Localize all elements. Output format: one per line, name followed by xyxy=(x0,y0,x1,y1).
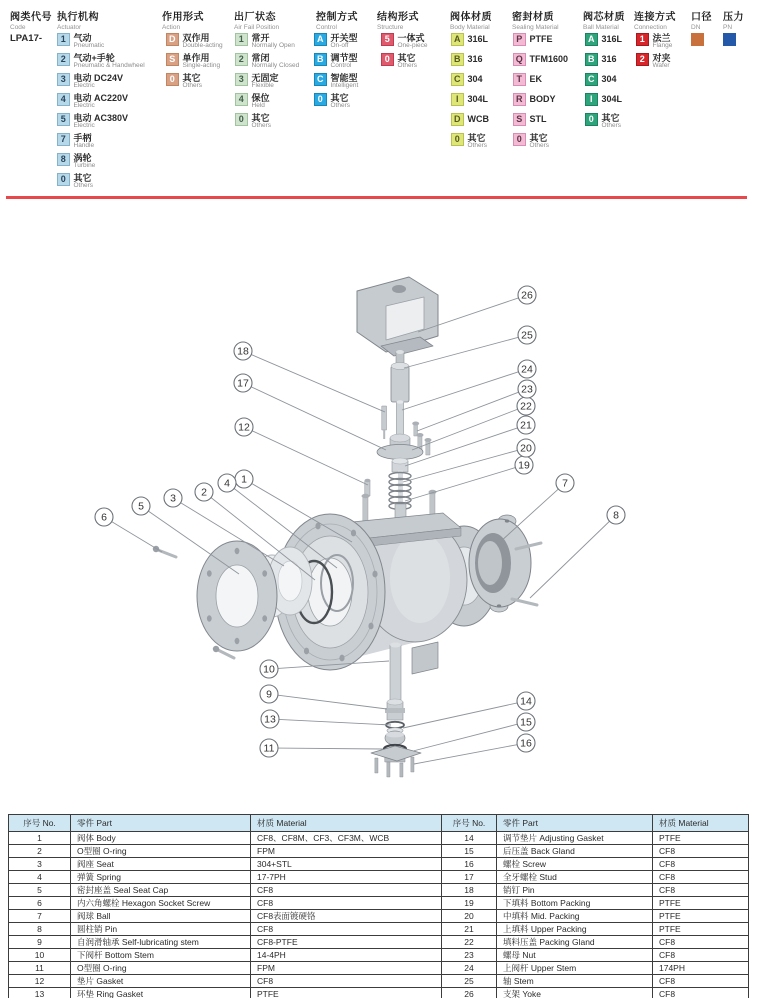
label-zh: 双作用 xyxy=(182,33,210,43)
callout-13 xyxy=(261,710,391,728)
callout-18 xyxy=(234,342,385,412)
air-fail-position-code-box: 2 xyxy=(235,53,248,66)
svg-text:24: 24 xyxy=(521,363,533,376)
seal-seat-cap-5 xyxy=(197,541,277,651)
label-zh: 304 xyxy=(467,74,483,84)
part-name: 弹簧 Spring xyxy=(71,871,251,884)
svg-text:12: 12 xyxy=(238,421,250,434)
table-row xyxy=(9,923,749,936)
label-zh: 保位 xyxy=(251,93,270,103)
control-code-box: 0 xyxy=(314,93,327,106)
part-name: 阀体 Body xyxy=(71,832,251,845)
sealing-material-header-en: Sealing Material xyxy=(512,24,559,31)
label-zh: 其它 xyxy=(529,133,548,143)
stem-collar xyxy=(385,731,405,745)
label-zh: 单作用 xyxy=(182,53,210,63)
part-no: 13 xyxy=(9,988,71,998)
label-zh: EK xyxy=(529,74,543,84)
parts-table xyxy=(8,814,749,998)
part-material: CF8 xyxy=(653,884,749,897)
part-no: 4 xyxy=(9,871,71,884)
part-no: 12 xyxy=(9,975,71,988)
code-header-zh: 阀类代号 xyxy=(10,12,52,23)
part-no: 2 xyxy=(9,845,71,858)
table-row xyxy=(9,962,749,975)
control-header-zh: 控制方式 xyxy=(316,12,358,23)
part-no: 20 xyxy=(442,910,497,923)
code-value: LPA17- xyxy=(10,33,43,44)
part-material: FPM xyxy=(251,845,442,858)
part-no: 24 xyxy=(442,962,497,975)
ball-material-header-en: Ball Material xyxy=(583,24,619,31)
table-row xyxy=(9,884,749,897)
spring-19-20 xyxy=(389,470,411,510)
body-material-code-box: C xyxy=(451,73,464,86)
part-material: 304+STL xyxy=(251,858,442,871)
table-row xyxy=(9,871,749,884)
svg-text:21: 21 xyxy=(520,419,532,432)
label-en: One-piece xyxy=(397,42,428,50)
part-name: 螺栓 Screw xyxy=(497,858,653,871)
callout-7 xyxy=(500,474,574,542)
label-en: Others xyxy=(467,142,488,150)
part-material: PTFE xyxy=(653,923,749,936)
label-zh: 涡轮 xyxy=(73,153,92,163)
svg-text:1: 1 xyxy=(241,473,247,486)
callout-9 xyxy=(260,685,387,709)
label-en: Normally Open xyxy=(251,42,295,50)
label-zh: PTFE xyxy=(529,34,553,44)
part-name: 环垫 Ring Gasket xyxy=(71,988,251,998)
part-material: CF8 xyxy=(653,975,749,988)
part-no: 17 xyxy=(442,871,497,884)
label-zh: 气动+手轮 xyxy=(73,53,115,63)
part-name: 销钉 Pin xyxy=(497,884,653,897)
label-zh: 其它 xyxy=(182,73,201,83)
bushing-9 xyxy=(385,699,405,720)
table-row xyxy=(9,949,749,962)
part-material: CF8 xyxy=(653,858,749,871)
label-zh: STL xyxy=(529,114,547,124)
label-en: Wafer xyxy=(652,62,670,70)
part-material: CF8 xyxy=(653,845,749,858)
part-no: 15 xyxy=(442,845,497,858)
label-zh: 气动 xyxy=(73,33,92,43)
part-name: O型圈 O-ring xyxy=(71,845,251,858)
callout-11 xyxy=(260,739,383,757)
table-row xyxy=(9,988,749,998)
label-zh: 法兰 xyxy=(652,33,671,43)
label-en: Turbine xyxy=(73,162,96,170)
part-material: PTFE xyxy=(653,832,749,845)
part-material: CF8、CF8M、CF3、CF3M、WCB xyxy=(251,832,442,845)
callout-19 xyxy=(405,456,533,501)
ball-material-code-box: B xyxy=(585,53,598,66)
part-name: 下阀杆 Bottom Stem xyxy=(71,949,251,962)
label-zh: 电动 AC380V xyxy=(73,113,129,123)
actuator-code-box: 3 xyxy=(57,73,70,86)
part-material: CF8 xyxy=(251,923,442,936)
body-material-code-box: B xyxy=(451,53,464,66)
label-en: Electric xyxy=(73,122,95,130)
label-zh: 316L xyxy=(601,34,623,44)
control-code-box: C xyxy=(314,73,327,86)
label-zh: 其它 xyxy=(251,113,270,123)
label-zh: 316 xyxy=(601,54,617,64)
connection-header-zh: 连接方式 xyxy=(634,12,676,23)
callout-8 xyxy=(530,506,625,598)
label-en: Others xyxy=(182,82,203,90)
part-name: 内六角螺栓 Hexagon Socket Screw xyxy=(71,897,251,910)
svg-text:5: 5 xyxy=(138,500,144,513)
part-name: 圆柱销 Pin xyxy=(71,923,251,936)
part-name: 支架 Yoke xyxy=(497,988,653,998)
ball-material-code-box: A xyxy=(585,33,598,46)
bottom-stem-10 xyxy=(390,643,401,701)
svg-text:17: 17 xyxy=(237,377,249,390)
table-row xyxy=(9,832,749,845)
air-fail-position-code-box: 3 xyxy=(235,73,248,86)
body-material-header-en: Body Material xyxy=(450,24,490,31)
svg-text:15: 15 xyxy=(520,716,532,729)
header-part-left: 零件 Part xyxy=(71,815,251,832)
sealing-material-code-box: 0 xyxy=(513,133,526,146)
part-material: CF8 xyxy=(251,884,442,897)
label-zh: 其它 xyxy=(330,93,349,103)
label-zh: 开关型 xyxy=(330,33,358,43)
sealing-material-code-box: P xyxy=(513,33,526,46)
body-material-code-box: D xyxy=(451,113,464,126)
parts-table-header-row xyxy=(9,815,749,832)
label-en: Pneumatic xyxy=(73,42,105,50)
label-en: Normally Closed xyxy=(251,62,300,70)
label-en: Intelligent xyxy=(330,82,359,90)
part-material: CF8 xyxy=(653,988,749,998)
callout-12 xyxy=(235,418,368,485)
svg-text:20: 20 xyxy=(520,442,532,455)
pn-header-en: PN xyxy=(723,24,733,31)
actuator-code-box: 4 xyxy=(57,93,70,106)
part-material: PTFE xyxy=(653,910,749,923)
label-zh: 电动 DC24V xyxy=(73,73,124,83)
part-no: 19 xyxy=(442,897,497,910)
action-code-box: D xyxy=(166,33,179,46)
svg-text:14: 14 xyxy=(520,695,532,708)
label-zh: 一体式 xyxy=(397,33,425,43)
ball-material-code-box: I xyxy=(585,93,598,106)
label-en: Control xyxy=(330,62,352,70)
header-material-right: 材质 Material xyxy=(653,815,749,832)
callout-17 xyxy=(234,374,386,450)
body-material-code-box: I xyxy=(451,93,464,106)
svg-text:11: 11 xyxy=(263,742,275,755)
actuator-header-zh: 执行机构 xyxy=(57,12,99,23)
label-en: Held xyxy=(251,102,265,110)
label-zh: 其它 xyxy=(467,133,486,143)
ball-material-code-box: 0 xyxy=(585,113,598,126)
structure-header-zh: 结构形式 xyxy=(377,12,419,23)
table-row xyxy=(9,936,749,949)
actuator-code-box: 8 xyxy=(57,153,70,166)
actuator-code-box: 1 xyxy=(57,33,70,46)
part-no: 23 xyxy=(442,949,497,962)
label-zh: WCB xyxy=(467,114,489,124)
part-name: 全牙螺栓 Stud xyxy=(497,871,653,884)
yoke-26 xyxy=(357,277,438,356)
label-zh: 其它 xyxy=(397,53,416,63)
air-fail-position-code-box: 1 xyxy=(235,33,248,46)
sealing-material-header-zh: 密封材质 xyxy=(512,12,554,23)
part-no: 9 xyxy=(9,936,71,949)
label-en: Flange xyxy=(652,42,673,50)
part-no: 16 xyxy=(442,858,497,871)
callout-22 xyxy=(412,397,535,450)
packing-21 xyxy=(392,458,408,472)
connection-header-en: Connection xyxy=(634,24,667,31)
header-no-left: 序号 No. xyxy=(9,815,71,832)
part-no: 1 xyxy=(9,832,71,845)
action-code-box: 0 xyxy=(166,73,179,86)
label-zh: 316 xyxy=(467,54,483,64)
svg-text:25: 25 xyxy=(521,329,533,342)
header-material-left: 材质 Material xyxy=(251,815,442,832)
part-material: 14-4PH xyxy=(251,949,442,962)
header-part-right: 零件 Part xyxy=(497,815,653,832)
label-zh: 电动 AC220V xyxy=(73,93,129,103)
label-en: Others xyxy=(529,142,550,150)
pn-header-zh: 压力 xyxy=(723,12,744,23)
table-row xyxy=(9,975,749,988)
part-name: 阀座 Seat xyxy=(71,858,251,871)
label-en: Flexible xyxy=(251,82,274,90)
part-name: 后压盖 Back Gland xyxy=(497,845,653,858)
callout-21 xyxy=(405,416,535,466)
label-en: Others xyxy=(397,62,418,70)
label-en: Pneumatic & Handwheel xyxy=(73,62,145,70)
part-name: 填料压盖 Packing Gland xyxy=(497,936,653,949)
label-zh: 304L xyxy=(467,94,489,104)
part-material: 174PH xyxy=(653,962,749,975)
svg-text:8: 8 xyxy=(613,509,619,522)
part-no: 10 xyxy=(9,949,71,962)
callout-15 xyxy=(413,713,535,751)
svg-text:13: 13 xyxy=(264,713,276,726)
label-zh: 手柄 xyxy=(73,133,92,143)
action-code-box: S xyxy=(166,53,179,66)
sealing-material-code-box: T xyxy=(513,73,526,86)
structure-code-box: 0 xyxy=(381,53,394,66)
table-row xyxy=(9,897,749,910)
part-material: CF8 xyxy=(251,897,442,910)
part-name: 螺母 Nut xyxy=(497,949,653,962)
ball-material-header-zh: 阀芯材质 xyxy=(583,12,625,23)
svg-text:23: 23 xyxy=(521,383,533,396)
svg-text:10: 10 xyxy=(263,663,275,676)
part-material: FPM xyxy=(251,962,442,975)
label-en: Electric xyxy=(73,82,95,90)
svg-text:19: 19 xyxy=(518,459,530,472)
label-zh: 304L xyxy=(601,94,623,104)
part-name: 阀球 Ball xyxy=(71,910,251,923)
label-zh: TFM1600 xyxy=(529,54,569,64)
svg-text:18: 18 xyxy=(237,345,249,358)
part-material: CF8-PTFE xyxy=(251,936,442,949)
svg-text:16: 16 xyxy=(520,737,532,750)
actuator-code-box: 7 xyxy=(57,133,70,146)
dn-header-zh: 口径 xyxy=(691,12,712,23)
part-material: PTFE xyxy=(251,988,442,998)
label-zh: BODY xyxy=(529,94,556,104)
label-zh: 其它 xyxy=(601,113,620,123)
actuator-code-box: 2 xyxy=(57,53,70,66)
dn-header-en: DN xyxy=(691,24,701,31)
label-en: Single-acting xyxy=(182,62,221,70)
action-header-en: Action xyxy=(162,24,181,31)
label-en: Electric xyxy=(73,102,95,110)
air-fail-position-code-box: 0 xyxy=(235,113,248,126)
svg-text:2: 2 xyxy=(201,486,207,499)
callout-24 xyxy=(402,360,536,410)
actuator-code-box: 5 xyxy=(57,113,70,126)
svg-text:7: 7 xyxy=(562,477,568,490)
part-no: 7 xyxy=(9,910,71,923)
callout-14 xyxy=(403,692,535,728)
part-no: 25 xyxy=(442,975,497,988)
label-en: Others xyxy=(251,122,272,130)
svg-text:9: 9 xyxy=(266,688,272,701)
air-fail-position-code-box: 4 xyxy=(235,93,248,106)
svg-text:22: 22 xyxy=(520,400,532,413)
part-name: 密封座盖 Seal Seat Cap xyxy=(71,884,251,897)
action-header-zh: 作用形式 xyxy=(162,12,204,23)
label-zh: 316L xyxy=(467,34,489,44)
label-zh: 对夹 xyxy=(652,53,671,63)
code-header-en: Code xyxy=(10,24,26,31)
control-code-box: B xyxy=(314,53,327,66)
part-name: 上填料 Upper Packing xyxy=(497,923,653,936)
sealing-material-code-box: R xyxy=(513,93,526,106)
label-zh: 常闭 xyxy=(251,53,270,63)
label-en: Others xyxy=(330,102,351,110)
label-en: On-off xyxy=(330,42,349,50)
part-no: 8 xyxy=(9,923,71,936)
label-en: Others xyxy=(73,182,94,190)
label-zh: 其它 xyxy=(73,173,92,183)
air-fail-position-header-zh: 出厂状态 xyxy=(234,12,276,23)
part-name: 下填料 Bottom Packing xyxy=(497,897,653,910)
pin-12 xyxy=(365,479,371,496)
label-zh: 304 xyxy=(601,74,617,84)
part-material: CF8 xyxy=(653,949,749,962)
part-material: CF8表面镀硬铬 xyxy=(251,910,442,923)
part-name: 上阀杆 Upper Stem xyxy=(497,962,653,975)
sealing-material-code-box: Q xyxy=(513,53,526,66)
part-no: 3 xyxy=(9,858,71,871)
part-name: 轴 Stem xyxy=(497,975,653,988)
table-row xyxy=(9,858,749,871)
label-zh: 常开 xyxy=(251,33,270,43)
part-name: 垫片 Gasket xyxy=(71,975,251,988)
part-no: 5 xyxy=(9,884,71,897)
control-header-en: Control xyxy=(316,24,337,31)
air-fail-position-header-en: Air Fail Position xyxy=(234,24,280,31)
svg-text:4: 4 xyxy=(224,477,230,490)
body-material-code-box: 0 xyxy=(451,133,464,146)
part-material: PTFE xyxy=(653,897,749,910)
part-material: 17-7PH xyxy=(251,871,442,884)
part-no: 22 xyxy=(442,936,497,949)
sealing-material-code-box: S xyxy=(513,113,526,126)
part-no: 21 xyxy=(442,923,497,936)
svg-text:6: 6 xyxy=(101,511,107,524)
body-material-code-box: A xyxy=(451,33,464,46)
label-en: Double-acting xyxy=(182,42,223,50)
label-zh: 无固定 xyxy=(251,73,279,83)
part-no: 6 xyxy=(9,897,71,910)
body-material-header-zh: 阀体材质 xyxy=(450,12,492,23)
label-en: Handle xyxy=(73,142,95,150)
connection-code-box: 2 xyxy=(636,53,649,66)
header-no-right: 序号 No. xyxy=(442,815,497,832)
actuator-code-box: 0 xyxy=(57,173,70,186)
callout-16 xyxy=(414,734,535,764)
label-zh: 智能型 xyxy=(330,73,358,83)
part-no: 18 xyxy=(442,884,497,897)
part-material: CF8 xyxy=(653,871,749,884)
callout-5 xyxy=(132,497,239,574)
control-code-box: A xyxy=(314,33,327,46)
part-name: O型圈 O-ring xyxy=(71,962,251,975)
upper-stem-25 xyxy=(391,350,409,402)
label-en: Others xyxy=(601,122,622,130)
ball-material-code-box: C xyxy=(585,73,598,86)
connection-code-box: 1 xyxy=(636,33,649,46)
table-row xyxy=(9,845,749,858)
actuator-header-en: Actuator xyxy=(57,24,82,31)
svg-text:26: 26 xyxy=(521,289,533,302)
structure-code-box: 5 xyxy=(381,33,394,46)
part-name: 中填料 Mid. Packing xyxy=(497,910,653,923)
part-no: 11 xyxy=(9,962,71,975)
svg-text:3: 3 xyxy=(170,492,176,505)
part-name: 自润滑轴承 Self-lubricating stem xyxy=(71,936,251,949)
table-row xyxy=(9,910,749,923)
part-material: CF8 xyxy=(653,936,749,949)
part-no: 26 xyxy=(442,988,497,998)
structure-header-en: Structure xyxy=(377,24,404,31)
part-no: 14 xyxy=(442,832,497,845)
callout-6 xyxy=(95,508,162,552)
part-material: CF8 xyxy=(251,975,442,988)
label-zh: 调节型 xyxy=(330,53,358,63)
part-name: 调节垫片 Adjusting Gasket xyxy=(497,832,653,845)
